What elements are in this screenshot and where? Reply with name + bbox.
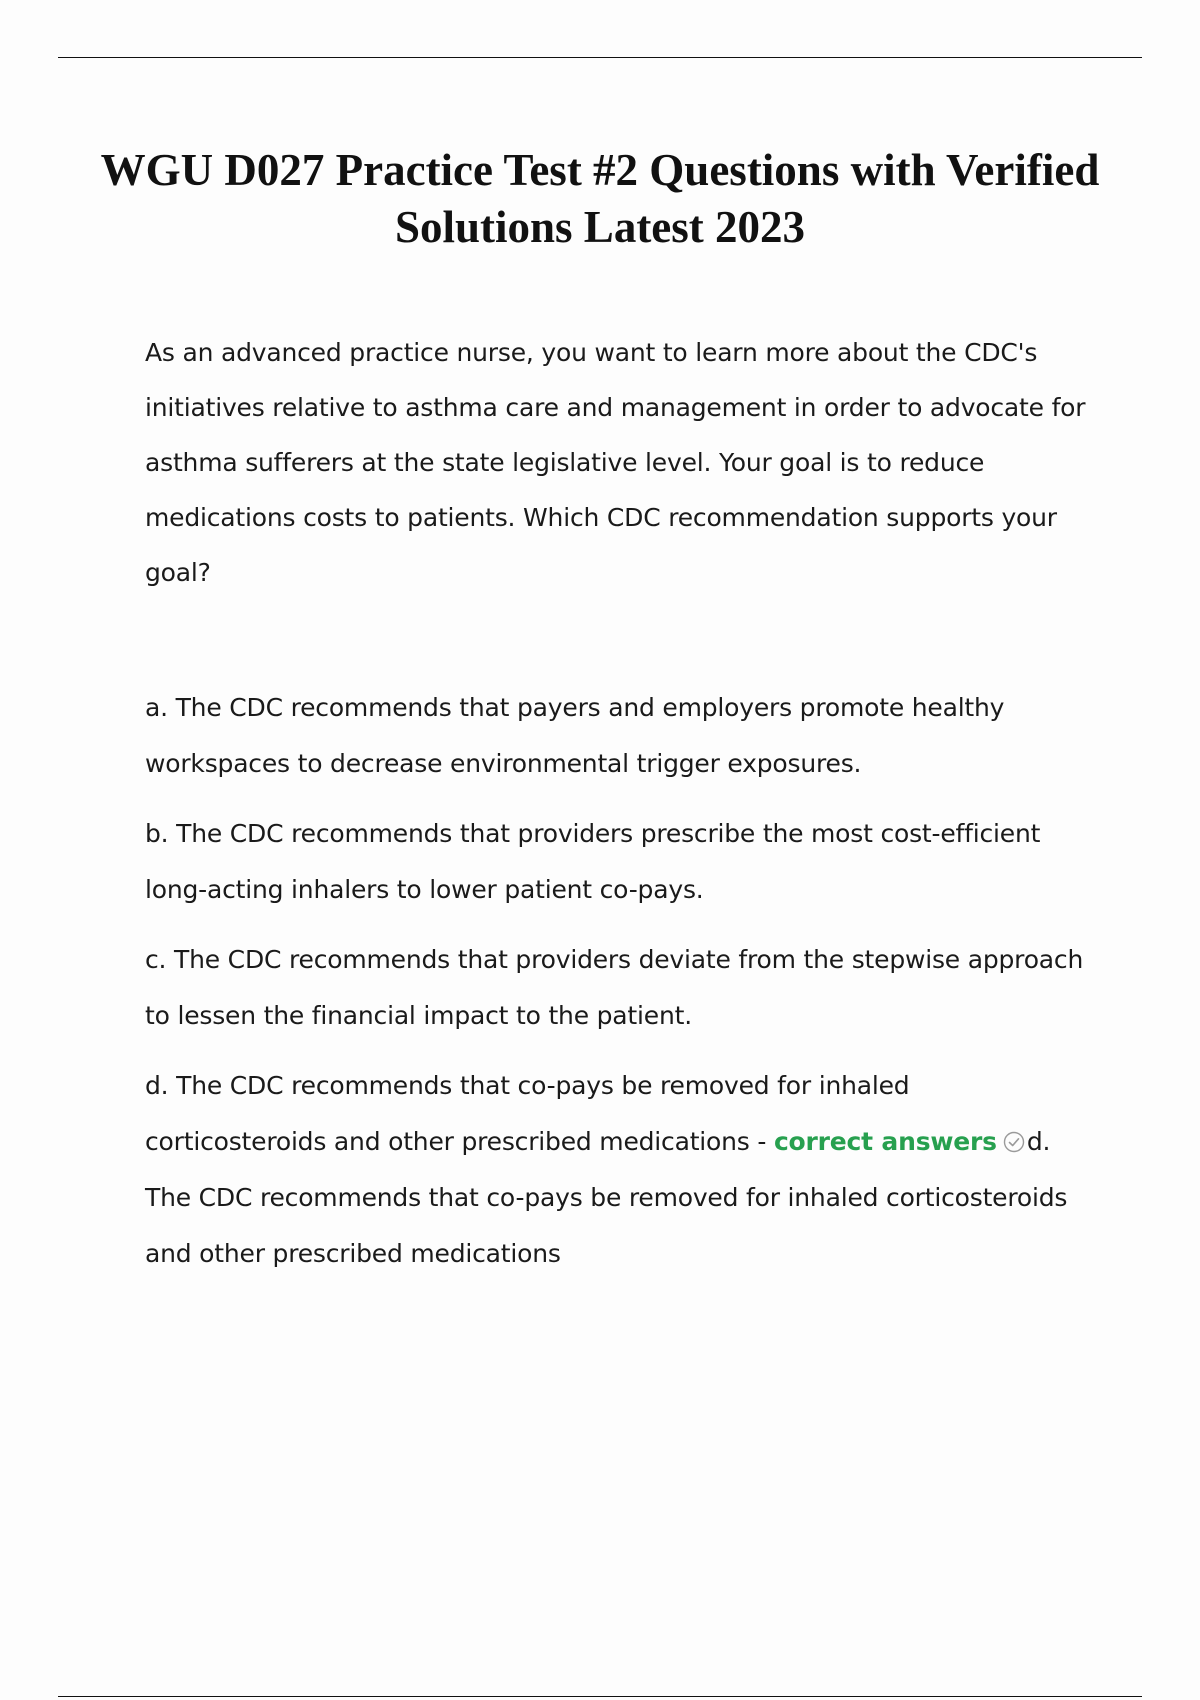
bottom-rule xyxy=(58,1696,1142,1697)
option-c: c. The CDC recommends that providers deviate from the stepwise approach to lessen the financial impact to the patient. xyxy=(145,945,1084,1030)
option-a: a. The CDC recommends that payers and employers promote healthy workspaces to decrease environmental trigger exposures. xyxy=(145,693,1005,778)
option-d xyxy=(145,1058,1095,1282)
option-d-text: d. The CDC recommends that co-pays be removed for inhaled corticosteroids and other prescribed medications - xyxy=(145,1071,910,1156)
check-circle-icon xyxy=(1003,1117,1025,1139)
answer-text: d. The CDC recommends that co-pays be removed for inhaled corticosteroids and other prescribed medications xyxy=(145,1127,1068,1268)
answer-options xyxy=(145,680,1095,1282)
option-b: b. The CDC recommends that providers prescribe the most cost-efficient long-acting inhalers to lower patient co-pays. xyxy=(145,819,1041,904)
question-text: As an advanced practice nurse, you want to learn more about the CDC's initiatives relative to asthma care and management in order to advocate for asthma sufferers at the state legislative level. Your goal is to reduce medications costs to patients. Which CDC recommendation supports your goal? xyxy=(145,338,1086,587)
correct-answers-label: correct answers xyxy=(773,1127,997,1156)
document-body xyxy=(145,325,1095,1296)
document-title: WGU D027 Practice Test #2 Questions with Verified Solutions Latest 2023 xyxy=(100,145,1100,252)
top-rule xyxy=(58,57,1142,58)
